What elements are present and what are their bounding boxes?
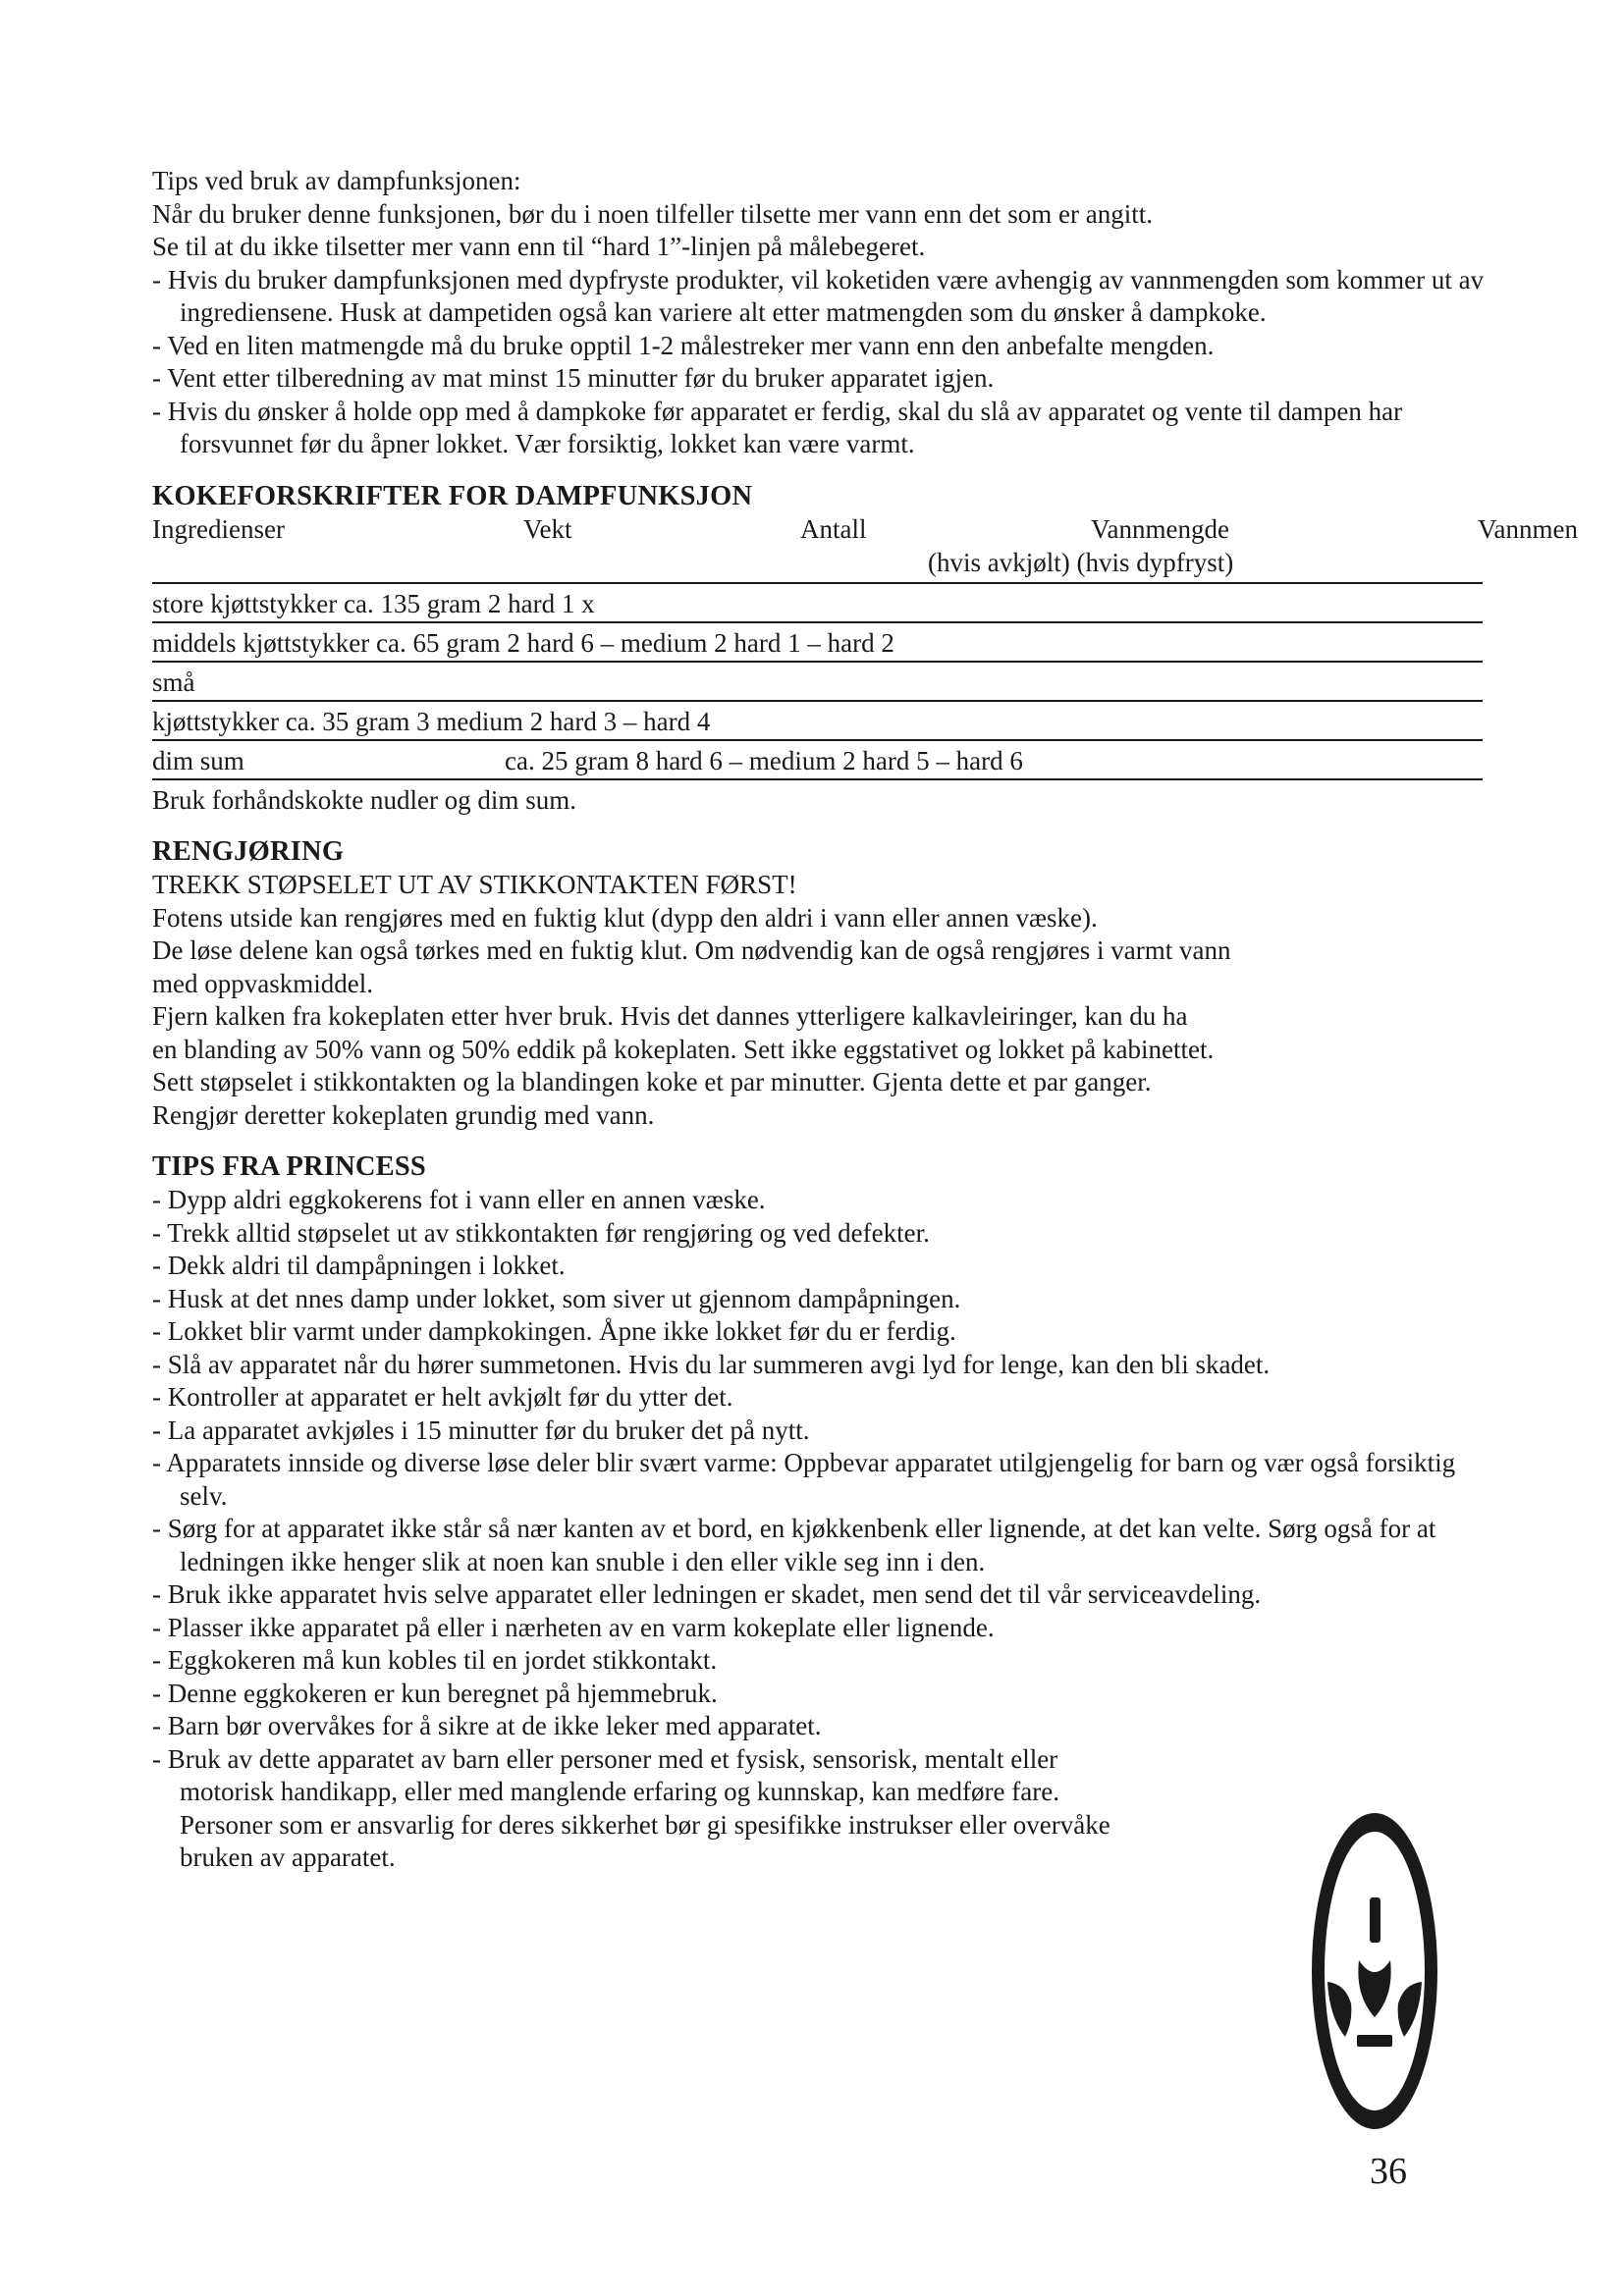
recipes-table-subheader	[152, 547, 1488, 580]
column-vannmengde-2: Vannmen	[1478, 513, 1578, 544]
tips-bullet-last	[152, 1743, 1488, 1875]
table-row: kjøttstykker ca. 35 gram 3 medium 2 hard 3 – hard 4	[152, 702, 1483, 741]
tips-bullet: - Barn bør overvåkes for å sikre at de ikke leker med apparatet.	[152, 1711, 822, 1740]
table-row: store kjøttstykker ca. 135 gram 2 hard 1 x	[152, 584, 1483, 623]
tips-heading: TIPS FRA PRINCESS	[152, 1151, 426, 1182]
cleaning-line: Rengjør deretter kokeplaten grundig med vann.	[152, 1099, 655, 1130]
recipes-table-header	[152, 513, 1578, 547]
cleaning-line: Sett støpselet i stikkontakten og la blandingen koke et par minutter. Gjenta dette et par ganger.	[152, 1067, 1152, 1096]
cleaning-line: Fjern kalken fra kokeplaten etter hver bruk. Hvis det dannes ytterligere kalkavleiringer, kan du ha	[152, 1001, 1188, 1031]
column-vekt: Vekt	[523, 513, 572, 544]
recipes-heading: KOKEFORSKRIFTER FOR DAMPFUNKSJON	[152, 480, 753, 511]
cleaning-line: med oppvaskmiddel.	[152, 968, 373, 998]
intro-line: Når du bruker denne funksjonen, bør du i noen tilfeller tilsette mer vann enn det som er angitt.	[152, 198, 1153, 229]
princess-crown-logo-icon	[1308, 1809, 1441, 2133]
cleaning-section	[152, 835, 1488, 1132]
tips-bullet: - Trekk alltid støpselet ut av stikkontakten før rengjøring og ved defekter.	[152, 1217, 930, 1248]
tips-bullet-line: motorisk handikapp, eller med manglende erfaring og kunnskap, kan medføre fare.	[180, 1777, 1059, 1806]
tips-bullet: - Sørg for at apparatet ikke står så nær kanten av et bord, en kjøkkenbenk eller lignende, at det kan velte. Sørg også for at ledningen ikke henger slik at noen kan snuble i den eller vikle seg inn i den.	[152, 1514, 1436, 1576]
tips-bullet: - Dekk aldri til dampåpningen i lokket.	[152, 1251, 566, 1280]
cleaning-line: Fotens utside kan rengjøres med en fuktig klut (dypp den aldri i vann eller annen væske).	[152, 902, 1098, 933]
tips-bullet: - Slå av apparatet når du hører summetonen. Hvis du lar summeren avgi lyd for lenge, kan den bli skadet.	[152, 1349, 1271, 1379]
table-row: middels kjøttstykker ca. 65 gram 2 hard 6 – medium 2 hard 1 – hard 2	[152, 623, 1483, 663]
intro-line: Se til at du ikke tilsetter mer vann enn til “hard 1”-linjen på målebegeret.	[152, 232, 926, 261]
dimsum-values: ca. 25 gram 8 hard 6 – medium 2 hard 5 – hard 6	[505, 745, 1023, 775]
recipes-note: Bruk forhåndskokte nudler og dim sum.	[152, 784, 576, 815]
tips-section	[152, 1150, 1488, 1875]
intro-line: Tips ved bruk av dampfunksjonen:	[152, 166, 521, 195]
tips-bullet: - La apparatet avkjøles i 15 minutter før du bruker det på nytt.	[152, 1415, 810, 1445]
manual-page	[152, 165, 1578, 1875]
tips-bullet: - Plasser ikke apparatet på eller i nærheten av en varm kokeplate eller lignende.	[152, 1612, 995, 1642]
intro-section	[152, 165, 1488, 461]
tips-bullet-line: bruken av apparatet.	[180, 1842, 396, 1872]
intro-bullet: - Hvis du ønsker å holde opp med å dampkoke før apparatet er ferdig, skal du slå av apparatet og vente til dampen har forsvunnet før du åpner lokket. Vær forsiktig, lokket kan være varmt.	[152, 396, 1403, 458]
cleaning-line: en blanding av 50% vann og 50% eddik på kokeplaten. Sett ikke eggstativet og lokket på kabinettet.	[152, 1034, 1215, 1064]
cleaning-line: De løse delene kan også tørkes med en fuktig klut. Om nødvendig kan de også rengjøres i varmt vann	[152, 935, 1231, 965]
tips-bullet-line: - Bruk av dette apparatet av barn eller personer med et fysisk, sensorisk, mentalt eller	[152, 1743, 1058, 1774]
tips-bullet: - Husk at det nnes damp under lokket, som siver ut gjennom dampåpningen.	[152, 1283, 961, 1313]
column-ingredienser: Ingredienser	[152, 513, 285, 544]
tips-bullet: - Bruk ikke apparatet hvis selve apparatet eller ledningen er skadet, men send det til vår serviceavdeling.	[152, 1579, 1262, 1609]
cleaning-heading: RENGJØRING	[152, 836, 345, 867]
page-number: 36	[1370, 2151, 1407, 2192]
table-row: små	[152, 663, 1483, 702]
cleaning-line: TREKK STØPSELET UT AV STIKKONTAKTEN FØRST!	[152, 870, 797, 899]
column-vannmengde: Vannmengde	[1091, 513, 1229, 544]
tips-bullet-line: Personer som er ansvarlig for deres sikkerhet bør gi spesifikke instrukser eller overvåke	[180, 1809, 1110, 1840]
tips-bullet: - Apparatets innside og diverse løse deler blir svært varme: Oppbevar apparatet utilgjengelig for barn og vær også forsiktig selv.	[152, 1448, 1456, 1511]
dimsum-name: dim sum	[152, 745, 244, 775]
recipes-section	[152, 480, 1578, 818]
column-antall: Antall	[800, 513, 867, 544]
tips-bullet: - Denne eggkokeren er kun beregnet på hjemmebruk.	[152, 1678, 718, 1708]
intro-bullet: - Ved en liten matmengde må du bruke opptil 1-2 målestreker mer vann enn den anbefalte mengden.	[152, 330, 1215, 360]
intro-bullet: - Hvis du bruker dampfunksjonen med dypfryste produkter, vil koketiden være avhengig av vannmengden som kommer ut av ingrediensene. Husk at dampetiden også kan variere alt etter matmengden som du ønsker å dampkoke.	[152, 264, 1485, 327]
tips-bullet: - Eggkokeren må kun kobles til en jordet stikkontakt.	[152, 1645, 718, 1675]
tips-bullet: - Kontroller at apparatet er helt avkjølt før du ytter det.	[152, 1382, 733, 1412]
table-row	[152, 741, 1483, 780]
tips-bullet: - Dypp aldri eggkokerens fot i vann eller en annen væske.	[152, 1185, 766, 1214]
column-subheader: (hvis avkjølt) (hvis dypfryst)	[928, 547, 1234, 577]
tips-bullet: - Lokket blir varmt under dampkokingen. Åpne ikke lokket før du er ferdig.	[152, 1316, 956, 1346]
intro-bullet: - Vent etter tilberedning av mat minst 15 minutter før du bruker apparatet igjen.	[152, 363, 995, 393]
